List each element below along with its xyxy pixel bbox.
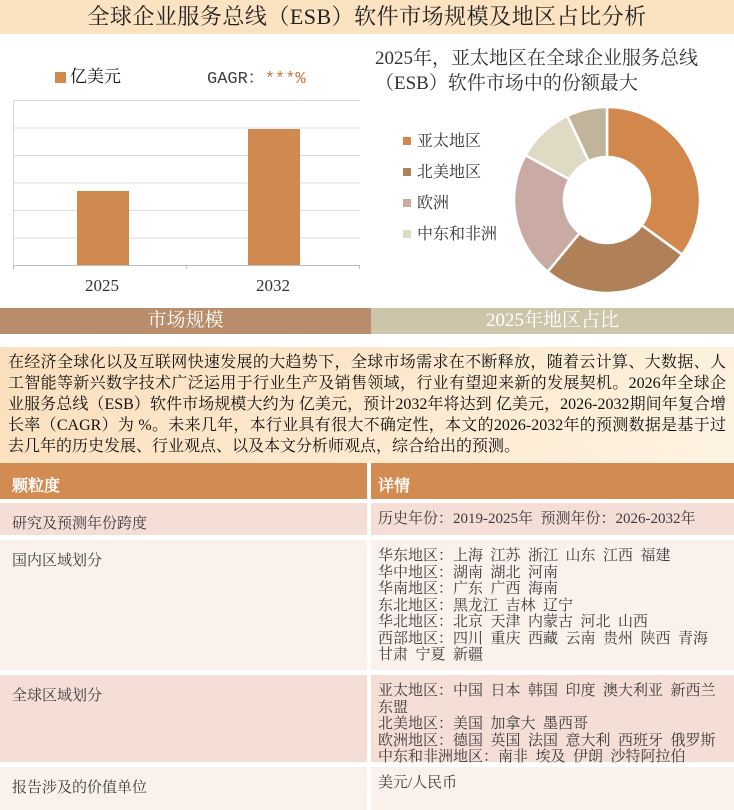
granularity-label: 报告涉及的价值单位 (12, 780, 148, 796)
table-row (0, 503, 734, 535)
cagr-note (207, 63, 306, 89)
x-axis-label-2025: 2025 (85, 276, 119, 295)
detail-line: 华南地区：广东 广西 海南 (378, 581, 559, 597)
donut-legend-label: 北美地区 (417, 164, 482, 181)
table-row (0, 767, 734, 810)
donut-chart-title: 2025年，亚太地区在全球企业服务总线（ESB）软件市场中的份额最大 (375, 48, 699, 94)
bar-2025 (77, 191, 129, 265)
donut-legend-label: 欧洲 (417, 195, 450, 212)
summary-section (0, 347, 734, 463)
donut-legend-item (403, 225, 499, 244)
table-header-row (0, 463, 734, 499)
granularity-label: 全球区域划分 (12, 688, 103, 704)
detail-line: 美元/人民币 (378, 775, 458, 791)
title-bar (0, 0, 734, 34)
cagr-label: GAGR： (207, 70, 265, 89)
column-header-detail: 详情 (378, 478, 411, 495)
granularity-label: 国内区域划分 (12, 553, 103, 569)
x-axis-tick (359, 265, 360, 269)
granularity-label: 研究及预测年份跨度 (12, 516, 148, 532)
bar-legend (55, 62, 121, 87)
table-row (0, 675, 734, 765)
table-body (0, 503, 734, 810)
tab-region-share[interactable]: 2025年地区占比 (371, 308, 734, 334)
detail-line: 中东和非洲地区：南非 埃及 伊朗 沙特阿拉伯 (378, 749, 686, 765)
donut-legend (403, 132, 499, 256)
detail-line: 西部地区：四川 重庆 西藏 云南 贵州 陕西 青海 甘肃 宁夏 新疆 (378, 630, 716, 663)
detail-line: 华东地区：上海 江苏 浙江 山东 江西 福建 (378, 548, 671, 564)
donut-chart (507, 100, 707, 300)
x-axis-tick (186, 265, 187, 269)
bar-2032 (248, 129, 300, 265)
column-header-granularity: 颗粒度 (12, 478, 61, 495)
detail-line: 华中地区：湖南 湖北 河南 (378, 564, 559, 581)
donut-legend-item (403, 194, 499, 213)
granularity-detail (371, 540, 734, 670)
detail-line: 欧洲地区：德国 英国 法国 意大利 西班牙 俄罗斯 (378, 732, 716, 749)
legend-swatch-icon (55, 72, 66, 83)
detail-line: 华北地区：北京 天津 内蒙古 河北 山西 (378, 614, 649, 630)
page-title: 全球企业服务总线（ESB）软件市场规模及地区占比分析 (87, 4, 647, 29)
detail-line: 历史年份：2019-2025年 预测年份：2026-2032年 (378, 511, 696, 527)
detail-line: 东北地区：黑龙江 吉林 辽宁 (378, 597, 574, 614)
x-axis-tick (13, 265, 14, 269)
donut-legend-item (403, 132, 499, 151)
charts-section (0, 34, 734, 308)
cagr-masked-value: ***% (264, 70, 306, 89)
summary-paragraph: 在经济全球化以及互联网快速发展的大趋势下，全球市场需求在不断释放，随着云计算、大数据、人工智能等新兴数字技术广泛运用于行业生产及销售领域，行业有望迎来新的发展契机。2026年全球企业服务总线（ESB）软件市场规模大约为 亿美元，预计2032年将达到 亿美元，2026-2032期间年复合增长率（CAGR）为 %。未来几年，本行业具有很大不确定性，本文的2026-2032年的预测数据是基于过去几年的历史发展、行业观点、以及本文分析师观点，综合给出的预测。 (8, 354, 726, 455)
table-row (0, 540, 734, 670)
granularity-detail (371, 503, 734, 535)
x-axis-label-2032: 2032 (256, 276, 290, 295)
section-tabs (0, 308, 734, 334)
legend-swatch-icon (403, 168, 411, 176)
granularity-table (0, 463, 734, 810)
donut-legend-label: 中东和非洲 (417, 226, 498, 243)
granularity-detail (371, 767, 734, 810)
legend-swatch-icon (403, 230, 411, 238)
donut-legend-label: 亚太地区 (417, 133, 482, 150)
tab-market-size[interactable]: 市场规模 (0, 308, 371, 334)
legend-swatch-icon (403, 137, 411, 145)
detail-line: 北美地区：美国 加拿大 墨西哥 (378, 716, 589, 732)
unit-label: 亿美元 (70, 67, 121, 86)
donut-legend-item (403, 163, 499, 182)
granularity-detail (371, 675, 734, 765)
detail-line: 亚太地区：中国 日本 韩国 印度 澳大利亚 新西兰 东盟 (378, 683, 724, 716)
legend-swatch-icon (403, 199, 411, 207)
bar-chart-plot (13, 100, 360, 266)
